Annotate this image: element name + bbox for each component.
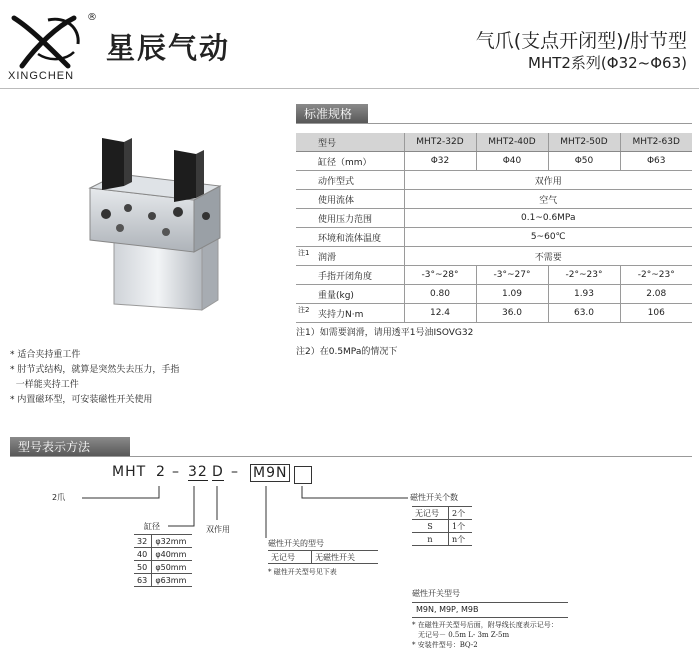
code-bore: 32: [188, 464, 208, 480]
table-row: [412, 520, 472, 533]
spec-cell: -2°~23°: [548, 266, 620, 285]
switch-count-title: 磁性开关个数: [410, 493, 458, 502]
switch-type-note: * 磁性开关型号见下表: [268, 568, 337, 576]
switch-count-code: n: [412, 533, 448, 546]
spec-row-label-text: 润滑: [318, 252, 337, 263]
switch-count-value: n个: [448, 533, 472, 546]
spec-row-label: 使用流体: [296, 190, 404, 209]
switch-type-value: 无磁性开关: [312, 551, 378, 564]
switch-model-rule: [412, 602, 568, 603]
switch-count-table: [412, 506, 472, 546]
feature-item: 一样能夹持工件: [10, 380, 79, 390]
switch-model-notes: [412, 620, 558, 650]
spec-cell: 0.1~0.6MPa: [404, 209, 692, 228]
page-title: 气爪(支点开闭型)/肘节型: [475, 30, 687, 52]
switch-count-value: 2个: [448, 507, 472, 520]
spec-row-label: 环境和流体温度: [296, 228, 404, 247]
model-header: MHT2-32D: [404, 133, 476, 152]
spec-cell: 1.93: [548, 285, 620, 304]
spec-row-label-text: 夹持力N·m: [318, 309, 364, 320]
spec-cell: 63.0: [548, 304, 620, 323]
note-marker: 注2: [298, 306, 310, 314]
switch-note: * 安装件型号：BQ-2: [412, 641, 478, 649]
switch-type-code: 无记号: [268, 551, 312, 564]
switch-note: 无记号－ 0.5m L- 3m Z-5m: [418, 631, 510, 639]
jaws-label: 2爪: [52, 493, 66, 502]
spec-cell: Φ63: [620, 152, 692, 171]
table-row: [412, 533, 472, 546]
table-row: [412, 507, 472, 520]
model-header: MHT2-63D: [620, 133, 692, 152]
switch-count-code: S: [412, 520, 448, 533]
spec-row-label: 重量(kg): [296, 285, 404, 304]
bore-value: φ63mm: [152, 574, 192, 587]
spec-cell: 不需要: [404, 247, 692, 266]
code-prefix: MHT: [112, 464, 147, 480]
action-label: 双作用: [206, 525, 230, 534]
bore-code: 32: [134, 535, 152, 548]
logo-text: XINGCHEN: [8, 70, 75, 82]
spec-note: 注1）如需要润滑，请用透平1号油ISOVG32: [296, 328, 474, 338]
switch-count-code: 无记号: [412, 507, 448, 520]
bore-code: 50: [134, 561, 152, 574]
bore-table-title: 缸径: [144, 522, 160, 531]
spec-cell: 36.0: [476, 304, 548, 323]
code-action: D: [212, 464, 224, 480]
switch-note: * 在磁性开关型号后面，附导线长度表示记号：: [412, 621, 558, 629]
feature-item: * 内置磁环型，可安装磁性开关使用: [10, 395, 153, 405]
switch-model-rule: [412, 617, 568, 618]
spec-note: 注2）在0.5MPa的情况下: [296, 347, 398, 357]
table-row: [134, 548, 192, 561]
spec-cell: -3°~27°: [476, 266, 548, 285]
table-row: [134, 535, 192, 548]
spec-cell: Φ32: [404, 152, 476, 171]
model-header: MHT2-50D: [548, 133, 620, 152]
spec-cell: 0.80: [404, 285, 476, 304]
spec-cell: -3°~28°: [404, 266, 476, 285]
code-jaws: 2: [156, 464, 166, 480]
table-row: [134, 574, 192, 587]
spec-cell: -2°~23°: [620, 266, 692, 285]
spec-cell: Φ50: [548, 152, 620, 171]
code-dash: –: [172, 464, 180, 480]
page-subtitle: MHT2系列(Φ32~Φ63): [528, 54, 687, 72]
bore-code: 40: [134, 548, 152, 561]
spec-cell: 1.09: [476, 285, 548, 304]
bore-code: 63: [134, 574, 152, 587]
bore-value: φ40mm: [152, 548, 192, 561]
spec-cell: 5~60℃: [404, 228, 692, 247]
spec-row-label: 手指开闭角度: [296, 266, 404, 285]
switch-model-list: M9N, M9P, M9B: [416, 605, 479, 614]
switch-count-value: 1个: [448, 520, 472, 533]
code-switch: M9N: [250, 464, 290, 482]
spec-cell: 双作用: [404, 171, 692, 190]
spec-row-label: 使用压力范围: [296, 209, 404, 228]
bore-value: φ32mm: [152, 535, 192, 548]
switch-type-title: 磁性开关的型号: [268, 539, 324, 548]
model-header: MHT2-40D: [476, 133, 548, 152]
bore-value: φ50mm: [152, 561, 192, 574]
company-name: 星辰气动: [106, 31, 231, 65]
spec-header-label: 型号: [296, 133, 404, 152]
bore-table: [134, 534, 192, 587]
spec-cell: Φ40: [476, 152, 548, 171]
feature-item: * 适合夹持重工件: [10, 350, 81, 360]
table-row: [134, 561, 192, 574]
code-dash: –: [231, 464, 239, 480]
spec-cell: 106: [620, 304, 692, 323]
spec-cell: 空气: [404, 190, 692, 209]
feature-item: * 肘节式结构，就算是突然失去压力，手指: [10, 365, 180, 375]
model-code-section-title: 型号表示方法: [10, 437, 130, 457]
spec-cell: 12.4: [404, 304, 476, 323]
spec-row-label: 动作型式: [296, 171, 404, 190]
note-marker: 注1: [298, 249, 310, 257]
spec-row-label: 缸径（mm）: [296, 152, 404, 171]
switch-model-title: 磁性开关型号: [412, 589, 460, 598]
registered-mark: ®: [87, 12, 97, 23]
switch-type-table: [268, 550, 378, 564]
spec-section-title: 标准规格: [296, 104, 368, 124]
spec-cell: 2.08: [620, 285, 692, 304]
table-row: [268, 551, 378, 564]
